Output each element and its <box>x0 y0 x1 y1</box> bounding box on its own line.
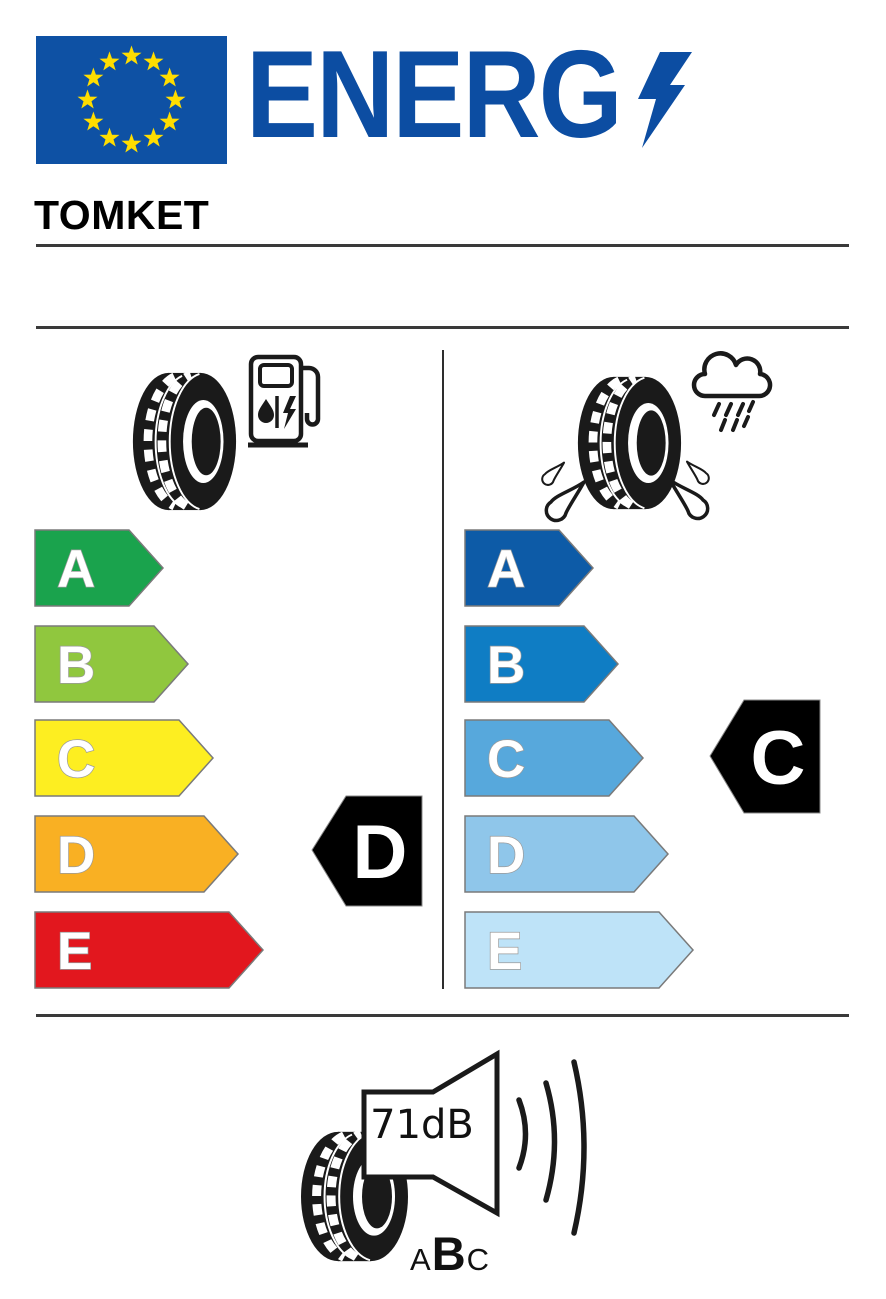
noise-class-b: B <box>431 1227 466 1280</box>
fuel-grade-a-arrow <box>35 530 163 606</box>
fuel-grade-b-label: B <box>57 636 96 695</box>
wet-grade-d-label: D <box>487 826 526 885</box>
speaker-icon <box>360 1050 505 1220</box>
noise-level: 71dB <box>370 1102 474 1148</box>
fuel-grade-a-label: A <box>57 540 96 599</box>
energ-logo-text: ENERG <box>246 26 621 164</box>
brand-name: TOMKET <box>34 192 210 238</box>
noise-class-c: C <box>466 1242 490 1277</box>
fuel-grade-c-label: C <box>57 730 96 789</box>
wet-grip-scale <box>465 530 705 988</box>
wet-grade-b-label: B <box>487 636 526 695</box>
wet-grade-e-label: E <box>487 922 523 981</box>
eu-flag <box>36 36 227 164</box>
column-divider <box>442 350 444 989</box>
fuel-pump-icon <box>246 352 320 450</box>
noise-class-a: A <box>410 1242 431 1277</box>
fuel-rating-letter: D <box>352 810 408 895</box>
wet-grade-c-label: C <box>487 730 526 789</box>
noise-class-scale <box>410 1226 489 1281</box>
wet-grip-rating-letter: C <box>750 716 806 801</box>
fuel-efficiency-scale <box>35 530 275 988</box>
separator-line-top <box>36 244 849 247</box>
wet-grade-a-label: A <box>487 540 526 599</box>
fuel-rating-indicator <box>312 796 422 906</box>
separator-line-middle <box>36 326 849 329</box>
wet-grade-a-arrow <box>465 530 593 606</box>
fuel-grade-d-label: D <box>57 826 96 885</box>
separator-line-bottom <box>36 1014 849 1017</box>
rain-cloud-icon <box>683 350 779 438</box>
lightning-bolt-icon <box>630 52 706 148</box>
sound-waves-icon <box>505 1055 600 1240</box>
wet-grip-rating-indicator <box>710 700 820 813</box>
tire-icon <box>130 371 238 512</box>
water-splash-icon <box>536 455 751 521</box>
fuel-grade-e-label: E <box>57 922 93 981</box>
